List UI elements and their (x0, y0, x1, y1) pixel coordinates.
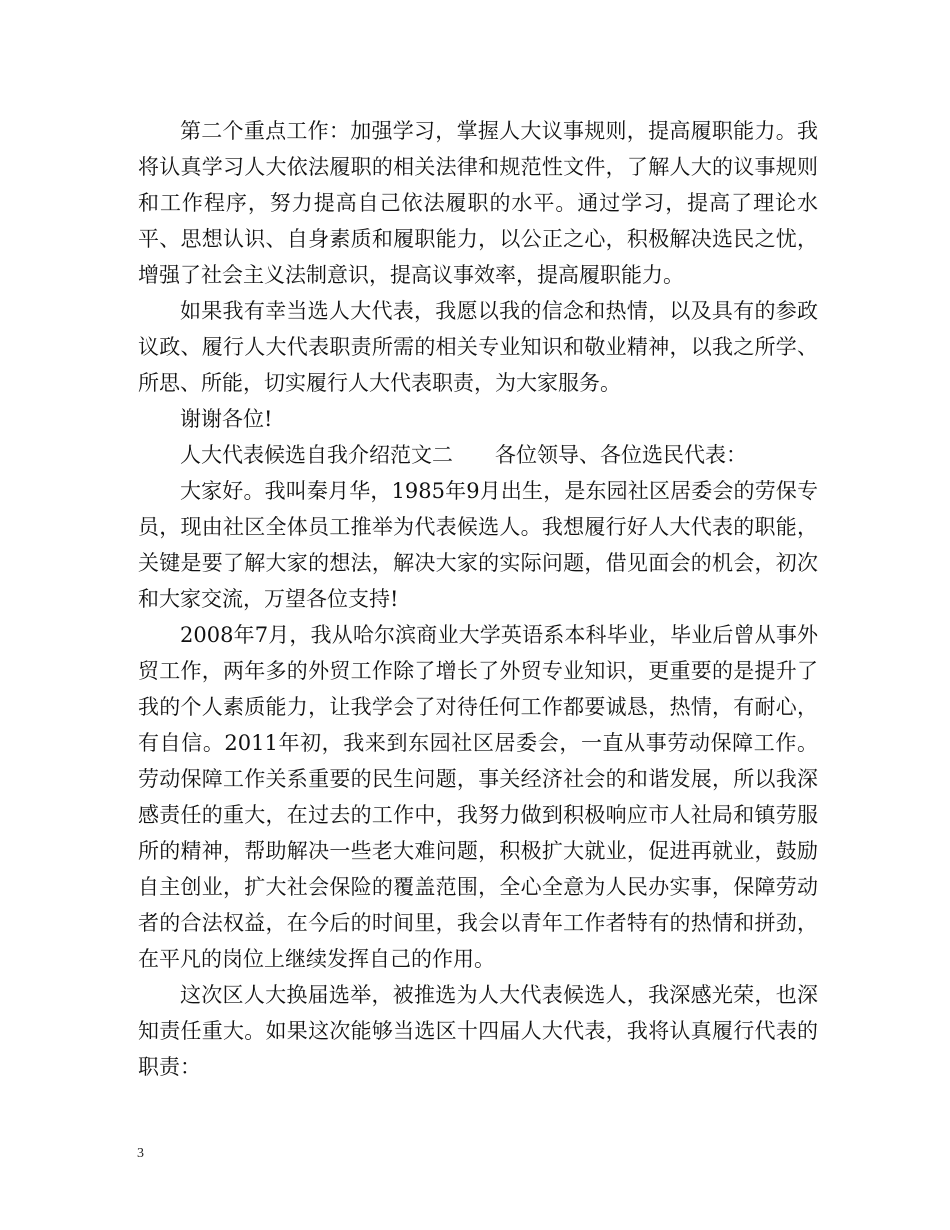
document-body (138, 113, 818, 1085)
paragraph: 第二个重点工作：加强学习，掌握人大议事规则，提高履职能力。我将认真学习人大依法履职的相关法律和规范性文件，了解人大的议事规则和工作程序，努力提高自己依法履职的水平。通过学习，提高了理论水平、思想认识、自身素质和履职能力，以公正之心，积极解决选民之忧，增强了社会主义法制意识，提高议事效率，提高履职能力。 (138, 119, 818, 287)
paragraph-heading: 人大代表候选自我介绍范文二 各位领导、各位选民代表： (180, 443, 747, 467)
paragraph: 谢谢各位! (180, 407, 273, 431)
paragraph: 如果我有幸当选人大代表，我愿以我的信念和热情，以及具有的参政议政、履行人大代表职责所需的相关专业知识和敬业精神，以我之所学、所思、所能，切实履行人大代表职责，为大家服务。 (138, 299, 818, 395)
paragraph: 大家好。我叫秦月华，1985年9月出生，是东园社区居委会的劳保专员，现由社区全体员工推举为代表候选人。我想履行好人大代表的职能，关键是要了解大家的想法，解决大家的实际问题，借见面会的机会，初次和大家交流，万望各位支持! (138, 479, 818, 611)
paragraph: 2008年7月，我从哈尔滨商业大学英语系本科毕业，毕业后曾从事外贸工作，两年多的外贸工作除了增长了外贸专业知识，更重要的是提升了我的个人素质能力，让我学会了对待任何工作都要诚恳，热情，有耐心，有自信。2011年初，我来到东园社区居委会，一直从事劳动保障工作。劳动保障工作关系重要的民生问题，事关经济社会的和谐发展，所以我深感责任的重大，在过去的工作中，我努力做到积极响应市人社局和镇劳服所的精神，帮助解决一些老大难问题，积极扩大就业，促进再就业，鼓励自主创业，扩大社会保险的覆盖范围，全心全意为人民办实事，保障劳动者的合法权益，在今后的时间里，我会以青年工作者特有的热情和拼劲，在平凡的岗位上继续发挥自己的作用。 (138, 623, 818, 971)
paragraph: 这次区人大换届选举，被推选为人大代表候选人，我深感光荣，也深知责任重大。如果这次能够当选区十四届人大代表，我将认真履行代表的职责： (138, 983, 818, 1079)
page-number: 3 (137, 1146, 144, 1161)
